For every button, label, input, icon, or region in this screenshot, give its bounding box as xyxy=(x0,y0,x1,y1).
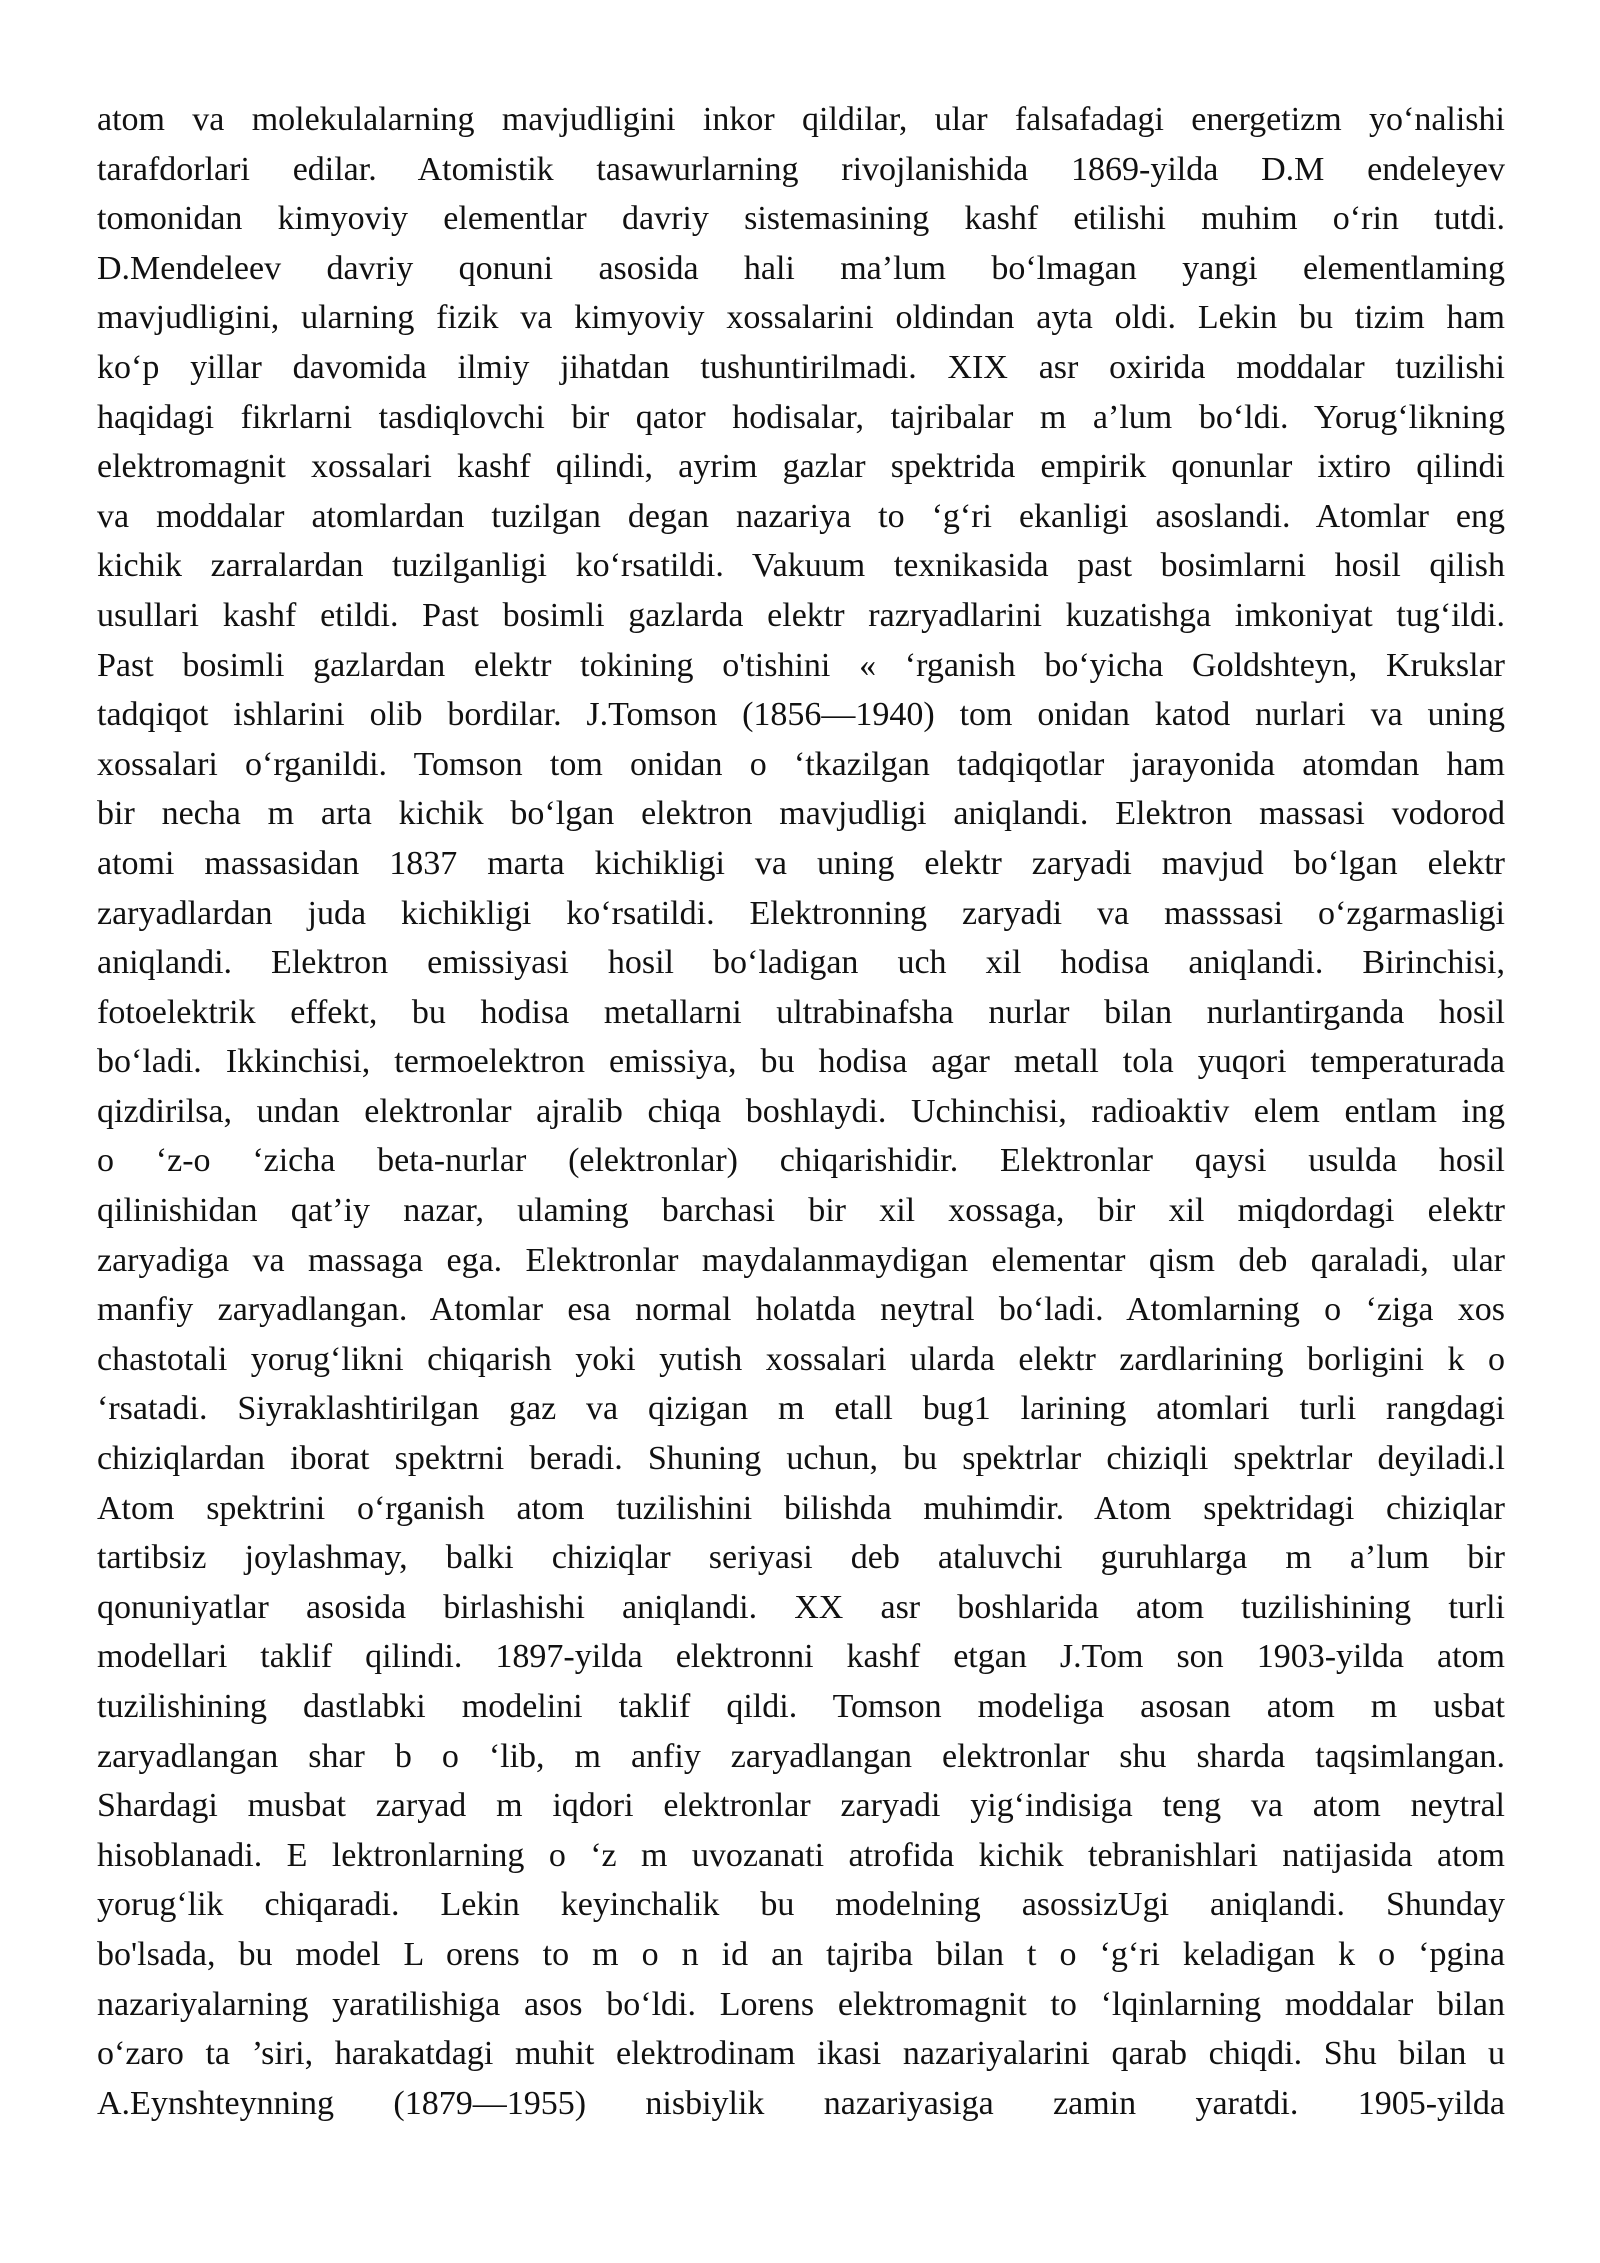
text-line: chiziqlardan iborat spektrni beradi. Shuning uchun, bu spektrlar chiziqli spektrlar deyiladi.l xyxy=(97,1440,1505,1478)
text-line: fotoelektrik effekt, bu hodisa metallarni ultrabinafsha nurlar bilan nurlantirganda hosil xyxy=(97,993,1505,1031)
text-line: atom va molekulalarning mavjudligini inkor qildilar, ular falsafadagi energetizm yo‘nalishi xyxy=(97,101,1505,138)
text-line: zaryadiga va massaga ega. Elektronlar maydalanmaydigan elementar qism deb qaraladi, ular xyxy=(97,1241,1505,1279)
text-line: yorug‘lik chiqaradi. Lekin keyinchalik bu modelning asossizUgi aniqlandi. Shunday xyxy=(97,1886,1505,1924)
text-line: qizdirilsa, undan elektronlar ajralib chiqa boshlaydi. Uchinchisi, radioaktiv elem entlam ing xyxy=(97,1092,1505,1130)
text-line: bir necha m arta kichik bo‘lgan elektron mavjudligi aniqlandi. Elektron massasi vodorod xyxy=(97,795,1505,833)
text-line: tuzilishining dastlabki modelini taklif qildi. Tomson modeliga asosan atom m usbat xyxy=(97,1688,1505,1725)
text-line: zaryadlangan shar b o ‘lib, m anfiy zaryadlangan elektronlar shu sharda taqsimlangan. xyxy=(97,1737,1505,1775)
text-line: haqidagi fikrlarni tasdiqlovchi bir qator hodisalar, tajribalar m a’lum bo‘ldi. Yorug‘likning xyxy=(97,398,1505,436)
text-line: nazariyalarning yaratilishiga asos bo‘ldi. Lorens elektromagnit to ‘lqinlarning moddalar bilan xyxy=(97,1985,1505,2023)
text-line: D.Mendeleev davriy qonuni asosida hali ma’lum bo‘lmagan yangi elementlaming xyxy=(97,249,1505,287)
text-line: Shardagi musbat zaryad m iqdori elektronlar zaryadi yig‘indisiga teng va atom neytral xyxy=(97,1787,1505,1825)
text-line: modellari taklif qilindi. 1897-yilda elektronni kashf etgan J.Tom son 1903-yilda atom xyxy=(97,1638,1505,1676)
text-line: hisoblanadi. E lektronlarning o ‘z m uvozanati atrofida kichik tebranishlari natijasida atom xyxy=(97,1836,1505,1874)
text-line: usullari kashf etildi. Past bosimli gazlarda elektr razryadlarini kuzatishga imkoniyat tug‘ildi. xyxy=(97,596,1505,634)
body-text xyxy=(97,95,1505,2128)
text-line: ‘rsatadi. Siyraklashtirilgan gaz va qizigan m etall bug1 larining atomlari turli rangdagi xyxy=(97,1390,1505,1428)
text-line: manfiy zaryadlangan. Atomlar esa normal holatda neytral bo‘ladi. Atomlarning o ‘ziga xos xyxy=(97,1291,1505,1329)
text-line: aniqlandi. Elektron emissiyasi hosil bo‘ladigan uch xil hodisa aniqlandi. Birinchisi, xyxy=(97,944,1505,982)
text-line: A.Eynshteynning (1879—1955) nisbiylik nazariyasiga zamin yaratdi. 1905-yilda xyxy=(97,2084,1505,2122)
text-line: tarafdorlari edilar. Atomistik tasawurlarning rivojlanishida 1869-yilda D.M endeleyev xyxy=(97,150,1505,188)
text-line: kichik zarralardan tuzilganligi ko‘rsatildi. Vakuum texnikasida past bosimlarni hosil qilish xyxy=(97,547,1505,585)
text-line: ko‘p yillar davomida ilmiy jihatdan tushuntirilmadi. XIX asr oxirida moddalar tuzilishi xyxy=(97,348,1505,386)
text-line: mavjudligini, ularning fizik va kimyoviy xossalarini oldindan ayta oldi. Lekin bu tizim ham xyxy=(97,299,1505,337)
text-line: bo'lsada, bu model L orens to m o n id an tajriba bilan t o ‘g‘ri keladigan k o ‘pgina xyxy=(97,1935,1505,1973)
text-line: qonuniyatlar asosida birlashishi aniqlandi. XX asr boshlarida atom tuzilishining turli xyxy=(97,1588,1505,1626)
text-line: qilinishidan qat’iy nazar, ulaming barchasi bir xil xossaga, bir xil miqdordagi elektr xyxy=(97,1192,1505,1230)
text-line: Past bosimli gazlardan elektr tokining o'tishini « ‘rganish bo‘yicha Goldshteyn, Krukslar xyxy=(97,646,1505,684)
text-line: tomonidan kimyoviy elementlar davriy sistemasining kashf etilishi muhim o‘rin tutdi. xyxy=(97,200,1505,238)
text-line: zaryadlardan juda kichikligi ko‘rsatildi. Elektronning zaryadi va masssasi o‘zgarmasligi xyxy=(97,894,1505,932)
text-line: Atom spektrini o‘rganish atom tuzilishini bilishda muhimdir. Atom spektridagi chiziqlar xyxy=(97,1489,1505,1527)
text-line: va moddalar atomlardan tuzilgan degan nazariya to ‘g‘ri ekanligi asoslandi. Atomlar eng xyxy=(97,497,1505,535)
text-line: bo‘ladi. Ikkinchisi, termoelektron emissiya, bu hodisa agar metall tola yuqori temperaturada xyxy=(97,1043,1505,1081)
text-line: atomi massasidan 1837 marta kichikligi va uning elektr zaryadi mavjud bo‘lgan elektr xyxy=(97,844,1505,882)
text-line: o ‘z-o ‘zicha beta-nurlar (elektronlar) chiqarishidir. Elektronlar qaysi usulda hosil xyxy=(97,1142,1505,1180)
text-line: tartibsiz joylashmay, balki chiziqlar seriyasi deb ataluvchi guruhlarga m a’lum bir xyxy=(97,1539,1505,1577)
text-line: chastotali yorug‘likni chiqarish yoki yutish xossalari ularda elektr zardlarining borligini k o xyxy=(97,1340,1505,1378)
text-line: o‘zaro ta ’siri, harakatdagi muhit elektrodinam ikasi nazariyalarini qarab chiqdi. Shu bilan u xyxy=(97,2035,1505,2073)
text-line: tadqiqot ishlarini olib bordilar. J.Tomson (1856—1940) tom onidan katod nurlari va uning xyxy=(97,696,1505,734)
text-line: xossalari o‘rganildi. Tomson tom onidan o ‘tkazilgan tadqiqotlar jarayonida atomdan ham xyxy=(97,745,1505,783)
text-line: elektromagnit xossalari kashf qilindi, ayrim gazlar spektrida empirik qonunlar ixtiro qilindi xyxy=(97,448,1505,486)
